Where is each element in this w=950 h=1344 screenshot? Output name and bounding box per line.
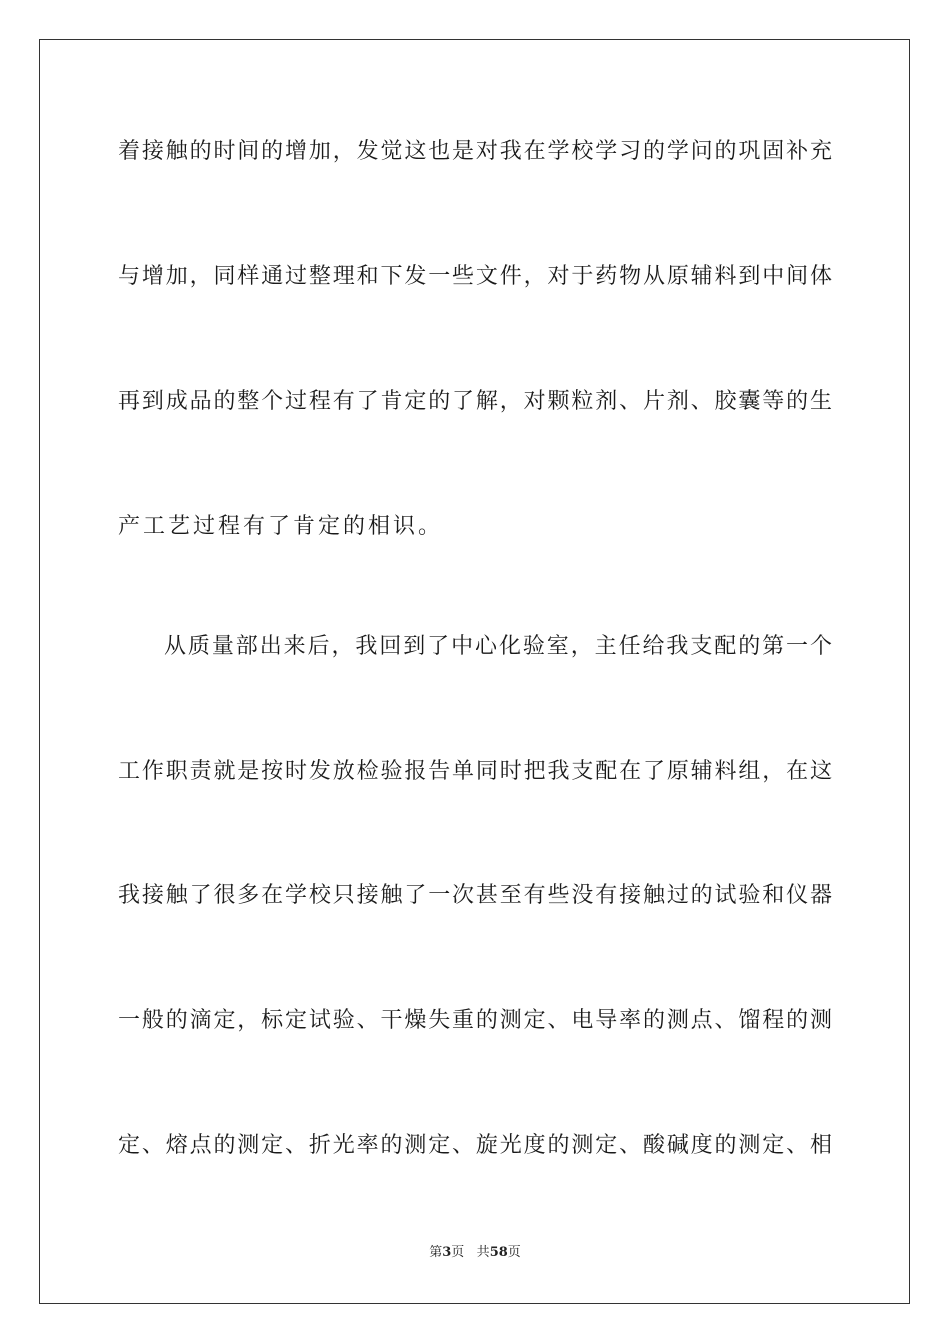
paragraph-1-line-3: 再到成品的整个过程有了肯定的了解，对颗粒剂、片剂、胶囊等的生 bbox=[118, 389, 832, 414]
page-prefix: 第 bbox=[429, 1245, 443, 1260]
paragraph-2-line-3: 我接触了很多在学校只接触了一次甚至有些没有接触过的试验和仪器 bbox=[118, 883, 832, 908]
total-prefix: 共 bbox=[476, 1245, 490, 1260]
paragraph-2-line-4: 一般的滴定，标定试验、干燥失重的测定、电导率的测点、馏程的测 bbox=[118, 1008, 832, 1033]
total-pages: 58 bbox=[489, 1245, 508, 1260]
paragraph-2-line-1: 从质量部出来后，我回到了中心化验室，主任给我支配的第一个 bbox=[164, 634, 832, 659]
page-number: 3 bbox=[442, 1245, 452, 1260]
page-suffix: 页 bbox=[451, 1245, 465, 1260]
paragraph-1-line-2: 与增加，同样通过整理和下发一些文件，对于药物从原辅料到中间体 bbox=[118, 264, 832, 289]
paragraph-2-line-2: 工作职责就是按时发放检验报告单同时把我支配在了原辅料组，在这 bbox=[118, 759, 832, 784]
page-border bbox=[39, 39, 910, 1304]
total-suffix: 页 bbox=[507, 1245, 521, 1260]
page-footer bbox=[0, 1244, 950, 1262]
paragraph-1-line-1: 着接触的时间的增加，发觉这也是对我在学校学习的学问的巩固补充 bbox=[118, 139, 832, 164]
paragraph-1-line-4: 产工艺过程有了肯定的相识。 bbox=[118, 514, 444, 539]
paragraph-2-line-5: 定、熔点的测定、折光率的测定、旋光度的测定、酸碱度的测定、相 bbox=[118, 1133, 832, 1158]
